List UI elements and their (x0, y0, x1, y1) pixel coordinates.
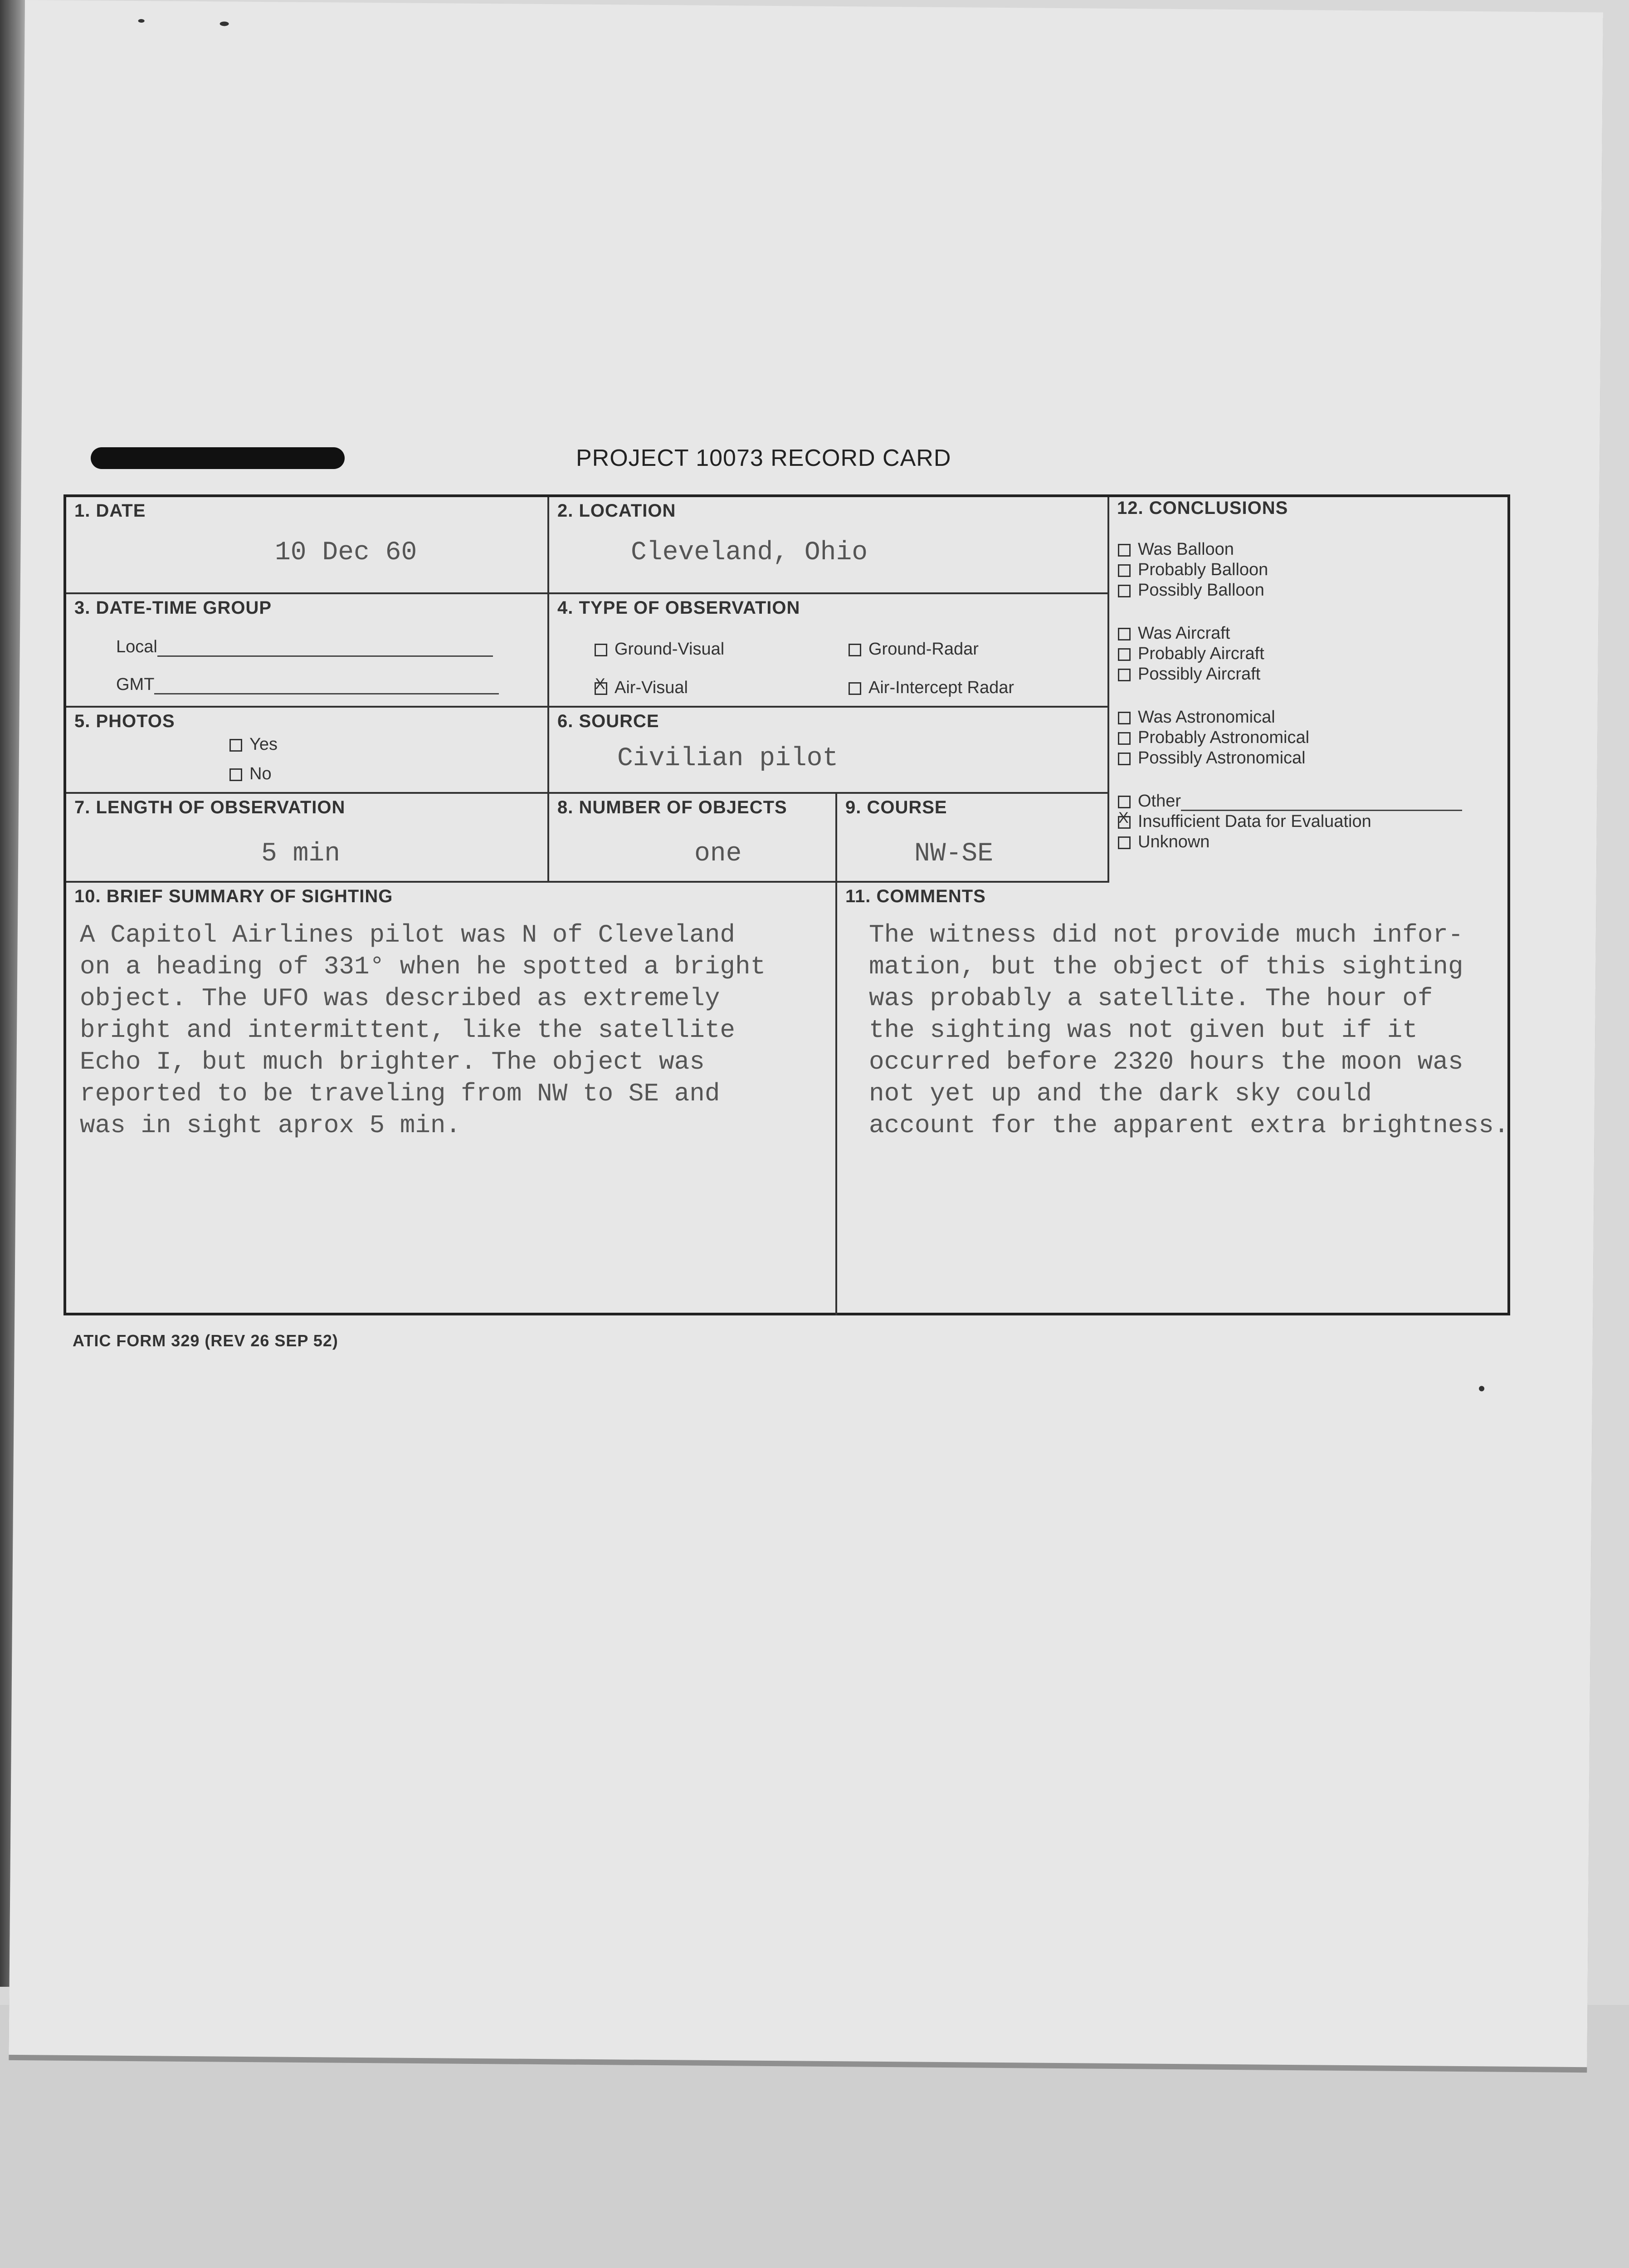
source-cell (549, 708, 1109, 794)
type-of-observation-cell (549, 594, 1109, 708)
checkbox-icon (1118, 585, 1131, 597)
location-cell (549, 497, 1109, 594)
conclusion-label: Possibly Balloon (1138, 581, 1264, 600)
number-of-objects-cell (549, 794, 837, 883)
comments-line: the sighting was not given but if it (869, 1016, 1418, 1045)
checkbox-icon (1118, 544, 1131, 557)
redaction-bar (91, 447, 345, 469)
check-mark: X (1118, 809, 1129, 826)
checked-checkbox-icon (1118, 809, 1131, 829)
length-label: 7. LENGTH OF OBSERVATION (74, 797, 346, 817)
conclusion-item (1118, 728, 1309, 748)
conclusions-cell (1109, 494, 1510, 880)
option-label: Air-Intercept Radar (868, 678, 1014, 697)
conclusion-item (1118, 708, 1275, 727)
location-value: Cleveland, Ohio (631, 538, 868, 567)
number-of-objects-label: 8. NUMBER OF OBJECTS (557, 797, 787, 817)
card-title: PROJECT 10073 RECORD CARD (576, 445, 951, 471)
conclusion-label: Was Aircraft (1138, 624, 1230, 643)
photos-cell (66, 708, 549, 794)
checkbox-icon (1118, 836, 1131, 849)
option-ground-radar (849, 640, 979, 659)
local-field (116, 637, 493, 657)
speck (138, 19, 145, 23)
local-line (157, 655, 493, 657)
option-air-intercept-radar (849, 678, 1014, 698)
checkbox-icon (1118, 669, 1131, 681)
date-value: 10 Dec 60 (275, 538, 417, 567)
speck (1479, 1386, 1484, 1391)
comments-line: The witness did not provide much infor- (869, 920, 1463, 949)
checkbox-icon (1118, 753, 1131, 765)
conclusion-item (1118, 560, 1268, 580)
checkbox-icon (1118, 712, 1131, 724)
number-of-objects-value: one (694, 839, 742, 869)
summary-line: A Capitol Airlines pilot was N of Cleveland (80, 920, 736, 949)
photos-yes (229, 735, 278, 754)
date-time-group-label: 3. DATE-TIME GROUP (74, 598, 272, 618)
comments-cell (837, 883, 1507, 1315)
summary-text (80, 919, 766, 1141)
gmt-label: GMT (116, 675, 155, 694)
checkbox-icon (1118, 564, 1131, 577)
conclusion-item (1118, 665, 1260, 684)
checkbox-icon (1118, 732, 1131, 745)
summary-cell (66, 883, 837, 1315)
option-label: Ground-Radar (868, 640, 979, 659)
conclusion-item (1118, 748, 1306, 768)
checkbox-icon (849, 682, 861, 695)
option-label: Ground-Visual (615, 640, 725, 659)
checkbox-icon (849, 644, 861, 656)
summary-line: was in sight aprox 5 min. (80, 1111, 461, 1140)
comments-text (869, 919, 1509, 1141)
source-label: 6. SOURCE (557, 711, 659, 731)
comments-line: occurred before 2320 hours the moon was (869, 1047, 1463, 1076)
conclusion-label: Other (1138, 792, 1181, 811)
summary-label: 10. BRIEF SUMMARY OF SIGHTING (74, 886, 393, 906)
comments-line: was probably a satellite. The hour of (869, 984, 1433, 1013)
speck (220, 21, 229, 26)
checkbox-icon (229, 768, 242, 781)
conclusions-label: 12. CONCLUSIONS (1117, 498, 1288, 518)
comments-line: mation, but the object of this sighting (869, 952, 1463, 981)
conclusion-label: Probably Astronomical (1138, 728, 1310, 747)
conclusion-item (1118, 644, 1264, 664)
summary-line: object. The UFO was described as extremely (80, 984, 720, 1013)
type-of-observation-label: 4. TYPE OF OBSERVATION (557, 598, 800, 618)
option-label: Air-Visual (615, 678, 688, 697)
checkbox-icon (1118, 796, 1131, 808)
checked-checkbox-icon (595, 675, 607, 695)
course-cell (837, 794, 1109, 883)
course-value: NW-SE (914, 839, 994, 869)
conclusion-label: Unknown (1138, 832, 1210, 851)
conclusion-item (1118, 540, 1234, 559)
gmt-line (154, 693, 499, 694)
date-time-group-cell (66, 594, 549, 708)
yes-label: Yes (249, 735, 278, 754)
comments-line: not yet up and the dark sky could (869, 1079, 1372, 1108)
summary-line: on a heading of 331° when he spotted a bright (80, 952, 766, 981)
conclusion-label: Possibly Aircraft (1138, 665, 1261, 684)
checkbox-icon (595, 644, 607, 656)
source-value: Civilian pilot (617, 744, 839, 773)
location-label: 2. LOCATION (557, 501, 676, 521)
checkbox-icon (1118, 648, 1131, 661)
no-label: No (249, 764, 272, 783)
course-label: 9. COURSE (845, 797, 947, 817)
conclusion-label: Was Balloon (1138, 540, 1234, 559)
date-label: 1. DATE (74, 501, 146, 521)
length-cell (66, 794, 549, 883)
length-value: 5 min (261, 839, 341, 869)
checkbox-icon (229, 739, 242, 752)
conclusion-item (1118, 624, 1230, 643)
conclusion-label: Was Astronomical (1138, 708, 1275, 727)
checkbox-icon (1118, 628, 1131, 640)
summary-line: Echo I, but much brighter. The object was (80, 1047, 705, 1076)
conclusion-label: Possibly Astronomical (1138, 748, 1306, 767)
conclusion-item (1118, 581, 1264, 600)
conclusion-item (1118, 832, 1210, 852)
conclusion-item-checked (1118, 809, 1371, 831)
option-ground-visual (595, 640, 724, 659)
photos-label: 5. PHOTOS (74, 711, 175, 731)
conclusion-item (1118, 792, 1462, 811)
comments-line: account for the apparent extra brightness. (869, 1111, 1509, 1140)
summary-line: bright and intermittent, like the satellite (80, 1016, 736, 1045)
form-footer: ATIC FORM 329 (REV 26 SEP 52) (73, 1331, 338, 1350)
option-air-visual (595, 675, 688, 698)
local-label: Local (116, 637, 157, 656)
check-mark: X (595, 675, 605, 693)
other-line (1181, 810, 1462, 811)
conclusion-label: Probably Aircraft (1138, 644, 1264, 663)
conclusion-label: Insufficient Data for Evaluation (1138, 812, 1371, 831)
comments-label: 11. COMMENTS (845, 886, 986, 906)
date-cell (66, 497, 549, 594)
conclusion-label: Probably Balloon (1138, 560, 1268, 579)
summary-line: reported to be traveling from NW to SE and (80, 1079, 720, 1108)
gmt-field (116, 675, 499, 694)
photos-no (229, 764, 272, 784)
